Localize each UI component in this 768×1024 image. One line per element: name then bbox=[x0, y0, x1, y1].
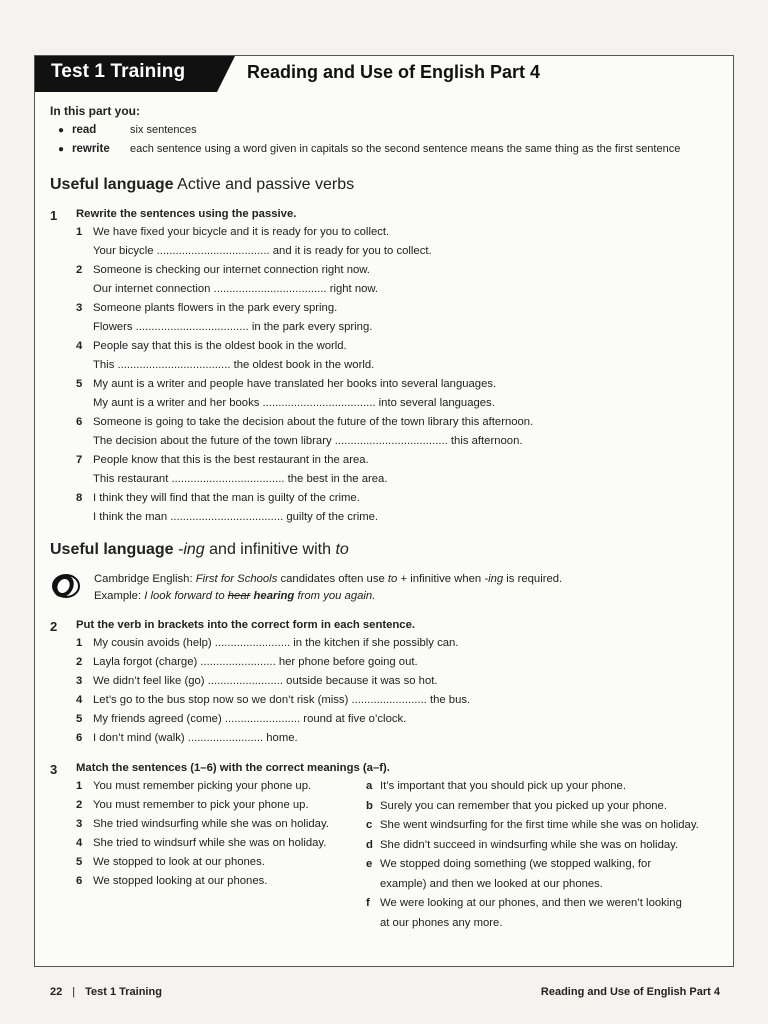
exercise-item bbox=[76, 710, 730, 729]
item-text: You must remember to pick your phone up. bbox=[93, 799, 309, 811]
item-text: Surely you can remember that you picked up your phone. bbox=[380, 799, 667, 812]
exercise-instruction: Match the sentences (1–6) with the correct meanings (a–f). bbox=[76, 762, 390, 774]
footer-left bbox=[50, 986, 162, 998]
item-text: It’s important that you should pick up your phone. bbox=[380, 780, 626, 792]
exam-tip bbox=[50, 571, 730, 605]
exam-tip-text bbox=[94, 571, 562, 605]
bullet-desc: six sentences bbox=[130, 124, 197, 136]
exercise-item bbox=[76, 413, 730, 451]
item-original: Someone is going to take the decision about the future of the town library this afternoon. bbox=[93, 416, 534, 428]
match-left-item bbox=[76, 872, 366, 891]
bullet-dot-icon: ● bbox=[58, 144, 65, 155]
item-original: People know that this is the best restaurant in the area. bbox=[93, 454, 369, 466]
exercise-item bbox=[76, 451, 730, 489]
tip-text-part: is required. bbox=[503, 573, 563, 585]
match-right-item bbox=[366, 797, 726, 817]
item-text: We stopped doing something (we stopped walking, for example) and then we looked at our phones. bbox=[380, 858, 652, 890]
page-number: 22 bbox=[50, 986, 63, 998]
exercise-item bbox=[76, 337, 730, 375]
exercise-item bbox=[76, 375, 730, 413]
item-rewrite: My aunt is a writer and her books .................................... into several languages. bbox=[93, 397, 495, 409]
match-left-item bbox=[76, 777, 366, 796]
tip-line-2 bbox=[94, 588, 562, 605]
exercise-3-heading bbox=[50, 762, 730, 777]
exercise-instruction: Put the verb in brackets into the correct form in each sentence. bbox=[76, 619, 416, 631]
tip-correction: hearing bbox=[250, 590, 295, 602]
intro-heading: In this part you: bbox=[50, 104, 140, 118]
item-rewrite: Flowers .................................... in the park every spring. bbox=[93, 321, 373, 333]
item-text: My friends agreed (come) ........................ round at five o’clock. bbox=[93, 713, 407, 725]
item-number: 1 bbox=[76, 637, 83, 649]
exercise-item bbox=[76, 634, 730, 653]
match-left-item bbox=[76, 815, 366, 834]
tip-exam-name: First for Schools bbox=[195, 573, 278, 585]
exercise-instruction: Rewrite the sentences using the passive. bbox=[76, 208, 297, 220]
exercise-item bbox=[76, 672, 730, 691]
bullet-desc: each sentence using a word given in capitals so the second sentence means the same thing as the first sentence bbox=[130, 143, 681, 155]
footer-separator: | bbox=[72, 986, 76, 998]
tip-text-part: -ing bbox=[484, 573, 504, 585]
item-number: 6 bbox=[76, 732, 83, 744]
item-text: She didn’t succeed in windsurfing while she was on holiday. bbox=[380, 838, 679, 851]
tip-text-part: to bbox=[387, 573, 398, 585]
match-right-item bbox=[366, 836, 726, 856]
section-heading-ing bbox=[50, 541, 730, 559]
footer-right-title: Reading and Use of English Part 4 bbox=[540, 986, 720, 998]
exercise-number: 1 bbox=[50, 208, 58, 223]
match-right-item bbox=[366, 855, 726, 894]
exercise-item bbox=[76, 261, 730, 299]
item-number: 2 bbox=[76, 656, 83, 668]
tip-example: I look forward to bbox=[144, 590, 228, 602]
exercise-item bbox=[76, 299, 730, 337]
section-heading-to-word: to bbox=[335, 541, 349, 558]
exercise-2-items bbox=[76, 634, 730, 748]
item-text: She went windsurfing for the first time while she was on holiday. bbox=[380, 819, 699, 831]
item-letter: b bbox=[366, 799, 373, 812]
match-left-item bbox=[76, 796, 366, 815]
bullet-dot-icon: ● bbox=[58, 125, 65, 136]
item-number: 2 bbox=[76, 799, 83, 811]
match-right-column bbox=[366, 777, 726, 933]
match-right-item bbox=[366, 816, 726, 836]
bullet-verb: read bbox=[72, 124, 97, 136]
item-number: 5 bbox=[76, 378, 83, 390]
item-text: We were looking at our phones, and then we weren’t looking at our phones any more. bbox=[380, 897, 682, 929]
item-original: My aunt is a writer and people have translated her books into several languages. bbox=[93, 378, 497, 390]
item-text: Layla forgot (charge) ........................ her phone before going out. bbox=[93, 656, 418, 668]
page-title: Reading and Use of English Part 4 bbox=[247, 62, 541, 82]
tip-strikethrough: hear bbox=[227, 590, 251, 602]
item-original: We have fixed your bicycle and it is ready for you to collect. bbox=[93, 226, 390, 238]
item-number: 3 bbox=[76, 818, 83, 830]
header-banner bbox=[35, 56, 733, 92]
match-grid bbox=[76, 777, 730, 933]
section-heading-bold: Useful language bbox=[50, 541, 174, 558]
footer-left-title: Test 1 Training bbox=[85, 986, 162, 998]
item-letter: c bbox=[366, 819, 373, 831]
item-number: 4 bbox=[76, 340, 83, 352]
match-left-column bbox=[76, 777, 366, 933]
exercise-1-heading bbox=[50, 208, 730, 223]
item-rewrite: Our internet connection .................................... right now. bbox=[93, 283, 379, 295]
item-text: We didn’t feel like (go) ........................ outside because it was so hot. bbox=[93, 675, 438, 687]
item-text: My cousin avoids (help) ........................ in the kitchen if she possibly can. bbox=[93, 637, 459, 649]
item-rewrite: The decision about the future of the town library .................................... this afternoon. bbox=[93, 435, 523, 447]
item-text: I don’t mind (walk) ........................ home. bbox=[93, 732, 298, 744]
item-number: 5 bbox=[76, 713, 83, 725]
cambridge-logo-icon bbox=[50, 571, 82, 601]
item-number: 3 bbox=[76, 302, 83, 314]
exercise-item bbox=[76, 729, 730, 748]
item-letter: f bbox=[366, 897, 370, 909]
item-original: People say that this is the oldest book in the world. bbox=[93, 340, 347, 352]
item-number: 4 bbox=[76, 837, 83, 849]
item-number: 6 bbox=[76, 416, 83, 428]
intro-bullet bbox=[50, 143, 730, 162]
item-text: She tried to windsurf while she was on holiday. bbox=[93, 837, 327, 849]
item-number: 4 bbox=[76, 694, 83, 706]
item-number: 8 bbox=[76, 492, 83, 504]
item-original: Someone is checking our internet connection right now. bbox=[93, 264, 370, 276]
item-number: 7 bbox=[76, 454, 83, 466]
item-letter: e bbox=[366, 858, 373, 870]
section-heading-rest: and infinitive with bbox=[204, 541, 336, 558]
item-letter: d bbox=[366, 838, 373, 851]
item-number: 6 bbox=[76, 875, 83, 887]
item-number: 3 bbox=[76, 675, 83, 687]
item-rewrite: I think the man .................................... guilty of the crime. bbox=[93, 511, 379, 523]
exercise-number: 3 bbox=[50, 762, 58, 777]
exercise-1-items bbox=[76, 223, 730, 527]
item-text: We stopped to look at our phones. bbox=[93, 856, 265, 868]
item-letter: a bbox=[366, 780, 373, 792]
tip-text-part: Cambridge English: bbox=[94, 573, 196, 585]
item-text: Let’s go to the bus stop now so we don’t risk (miss) ........................ the bus. bbox=[93, 694, 471, 706]
item-text: You must remember picking your phone up. bbox=[93, 780, 312, 792]
match-right-item bbox=[366, 777, 726, 797]
tip-example: from you again. bbox=[294, 590, 376, 602]
tip-text-part: Example: bbox=[94, 590, 145, 602]
page-footer bbox=[50, 986, 720, 998]
exercise-item bbox=[76, 653, 730, 672]
section-heading-rest: Active and passive verbs bbox=[173, 176, 355, 193]
item-number: 1 bbox=[76, 780, 83, 792]
banner-tag: Test 1 Training bbox=[51, 61, 186, 82]
exercise-2-heading bbox=[50, 619, 730, 634]
section-heading-bold: Useful language bbox=[50, 176, 174, 193]
tip-text-part: candidates often use bbox=[277, 573, 388, 585]
intro-bullet bbox=[50, 124, 730, 143]
tip-text-part: + infinitive when bbox=[397, 573, 485, 585]
item-number: 1 bbox=[76, 226, 83, 238]
match-right-item bbox=[366, 894, 726, 933]
match-left-item bbox=[76, 853, 366, 872]
item-number: 5 bbox=[76, 856, 83, 868]
exercise-item bbox=[76, 691, 730, 710]
tip-line-1 bbox=[94, 571, 562, 588]
item-text: We stopped looking at our phones. bbox=[93, 875, 268, 887]
bullet-verb: rewrite bbox=[72, 143, 110, 155]
item-rewrite: This restaurant .................................... the best in the area. bbox=[93, 473, 388, 485]
section-heading-passive bbox=[50, 176, 730, 194]
item-text: She tried windsurfing while she was on holiday. bbox=[93, 818, 329, 830]
main-content bbox=[50, 104, 730, 933]
item-original: I think they will find that the man is guilty of the crime. bbox=[93, 492, 360, 504]
item-rewrite: This .................................... the oldest book in the world. bbox=[93, 359, 375, 371]
match-left-item bbox=[76, 834, 366, 853]
item-number: 2 bbox=[76, 264, 83, 276]
exercise-number: 2 bbox=[50, 619, 58, 634]
exercise-item bbox=[76, 489, 730, 527]
exercise-item bbox=[76, 223, 730, 261]
item-original: Someone plants flowers in the park every spring. bbox=[93, 302, 338, 314]
section-heading-ing-word: -ing bbox=[173, 541, 205, 558]
item-rewrite: Your bicycle .................................... and it is ready for you to collect. bbox=[93, 245, 432, 257]
